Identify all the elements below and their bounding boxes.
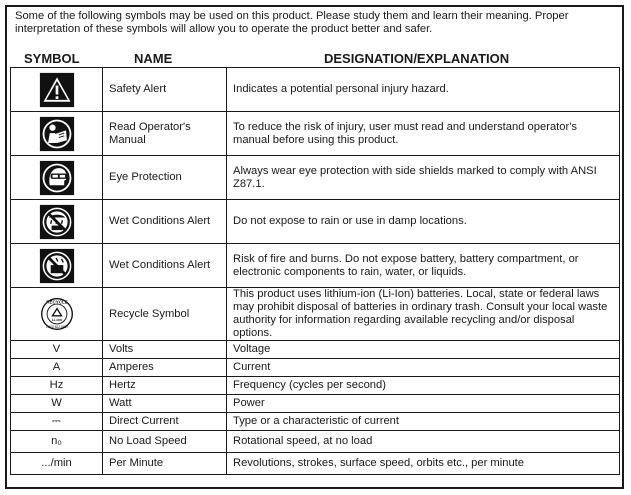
table-row <box>11 453 620 475</box>
row-name: Direct Current <box>103 413 227 431</box>
table-row <box>11 413 620 431</box>
row-symbol: V <box>11 341 103 359</box>
row-text: Current <box>227 359 620 377</box>
header-name: NAME <box>134 51 173 66</box>
row-text: Risk of fire and burns. Do not expose battery, battery compartment, or electronic components to rain, water, or liquids. <box>227 244 620 288</box>
row-name: Safety Alert <box>103 68 227 112</box>
row-text: Indicates a potential personal injury hazard. <box>227 68 620 112</box>
row-symbol: W <box>11 395 103 413</box>
intro-text: Some of the following symbols may be used on this product. Please study them and learn their meaning. Proper interpretation of these symbols will allow you to operate the product better and safer. <box>15 10 569 35</box>
row-text: This product uses lithium-ion (Li-Ion) batteries. Local, state or federal laws may prohibit disposal of batteries in ordinary trash. Consult your local waste authority for information regarding available recycling and/or disposal options. <box>227 288 620 341</box>
row-symbol: n₀ <box>11 431 103 453</box>
symbols-table <box>10 67 620 475</box>
header-designation: DESIGNATION/EXPLANATION <box>324 51 510 66</box>
row-text: Type or a characteristic of current <box>227 413 620 431</box>
row-symbol: .../min <box>11 453 103 475</box>
row-text: Frequency (cycles per second) <box>227 377 620 395</box>
table-row <box>11 112 620 156</box>
row-symbol: A <box>11 359 103 377</box>
recycle-seal-icon <box>39 296 75 332</box>
row-name: Watt <box>103 395 227 413</box>
row-name: Recycle Symbol <box>103 288 227 341</box>
header-symbol: SYMBOL <box>24 51 80 66</box>
row-name: Wet Conditions Alert <box>103 200 227 244</box>
read-manual-icon <box>39 116 75 152</box>
row-name: Read Operator's Manual <box>103 112 227 156</box>
table-row <box>11 431 620 453</box>
table-row <box>11 200 620 244</box>
row-name: Amperes <box>103 359 227 377</box>
row-name: No Load Speed <box>103 431 227 453</box>
row-text: Rotational speed, at no load <box>227 431 620 453</box>
row-text: Always wear eye protection with side shields marked to comply with ANSI Z87.1. <box>227 156 620 200</box>
table-row <box>11 359 620 377</box>
row-name: Wet Conditions Alert <box>103 244 227 288</box>
row-symbol: Hz <box>11 377 103 395</box>
svg-text:1.800.822.8837: 1.800.822.8837 <box>45 324 68 329</box>
row-text: Voltage <box>227 341 620 359</box>
row-name: Volts <box>103 341 227 359</box>
row-symbol: ⎓ <box>11 413 103 431</box>
table-row <box>11 68 620 112</box>
svg-text:RECYCLE: RECYCLE <box>45 299 68 305</box>
table-row <box>11 395 620 413</box>
row-text: Do not expose to rain or use in damp locations. <box>227 200 620 244</box>
row-text: Power <box>227 395 620 413</box>
wet-conditions-icon <box>39 204 75 240</box>
eye-protection-icon <box>39 160 75 196</box>
battery-wet-icon <box>39 248 75 284</box>
row-name: Per Minute <box>103 453 227 475</box>
row-text: To reduce the risk of injury, user must read and understand operator's manual before using this product. <box>227 112 620 156</box>
table-row <box>11 341 620 359</box>
table-row <box>11 288 620 341</box>
table-row <box>11 377 620 395</box>
row-name: Hertz <box>103 377 227 395</box>
safety-alert-icon <box>39 72 75 108</box>
row-name: Eye Protection <box>103 156 227 200</box>
table-row <box>11 244 620 288</box>
svg-text:Li-ion: Li-ion <box>51 318 62 323</box>
table-row <box>11 156 620 200</box>
symbols-panel <box>5 5 624 489</box>
row-text: Revolutions, strokes, surface speed, orbits etc., per minute <box>227 453 620 475</box>
